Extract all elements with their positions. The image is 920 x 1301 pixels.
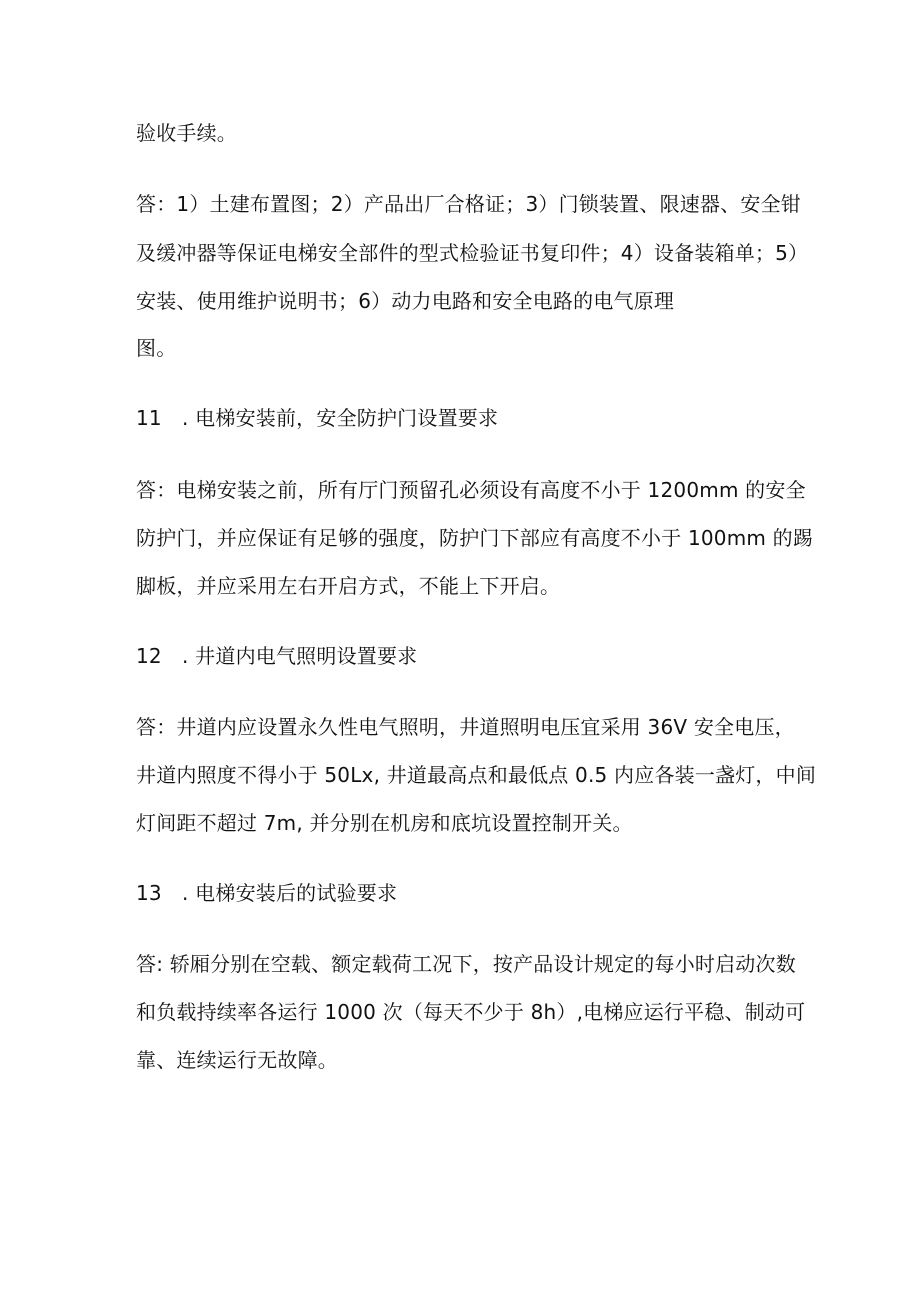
answer-10-line-2: 及缓冲器等保证电梯安全部件的型式检验证书复印件；4）设备装箱单；5） <box>136 241 809 265</box>
answer-11-line-3: 脚板，并应采用左右开启方式，不能上下开启。 <box>136 574 561 598</box>
answer-12-line-2: 井道内照度不得小于 50Lx, 井道最高点和最低点 0.5 内应各装一盏灯，中间 <box>136 763 817 787</box>
question-11-heading: 11 . 电梯安装前，安全防护门设置要求 <box>136 406 499 430</box>
answer-13-line-3: 靠、连续运行无故障。 <box>136 1048 338 1072</box>
answer-11-line-2: 防护门，并应保证有足够的强度，防护门下部应有高度不小于 100mm 的踢 <box>136 526 814 550</box>
answer-10-line-4: 图。 <box>136 336 177 360</box>
answer-10-line-1: 答：1）土建布置图；2）产品出厂合格证；3）门锁装置、限速器、安全钳 <box>136 192 801 216</box>
answer-13-line-2: 和负载持续率各运行 1000 次（每天不少于 8h）,电梯应运行平稳、制动可 <box>136 1000 806 1024</box>
question-12-heading: 12 . 井道内电气照明设置要求 <box>136 644 418 668</box>
question-13-heading: 13 . 电梯安装后的试验要求 <box>136 881 398 905</box>
answer-11-line-1: 答：电梯安装之前，所有厅门预留孔必须设有高度不小于 1200mm 的安全 <box>136 478 806 502</box>
answer-12-line-3: 灯间距不超过 7m, 并分别在机房和底坑设置控制开关。 <box>136 811 633 835</box>
answer-12-line-1: 答：井道内应设置永久性电气照明，井道照明电压宜采用 36V 安全电压， <box>136 715 795 739</box>
answer-10-line-3: 安装、使用维护说明书；6）动力电路和安全电路的电气原理 <box>136 289 675 313</box>
answer-13-line-1: 答: 轿厢分别在空载、额定载荷工况下，按产品设计规定的每小时启动次数 <box>136 952 796 976</box>
text-line: 验收手续。 <box>136 121 237 145</box>
